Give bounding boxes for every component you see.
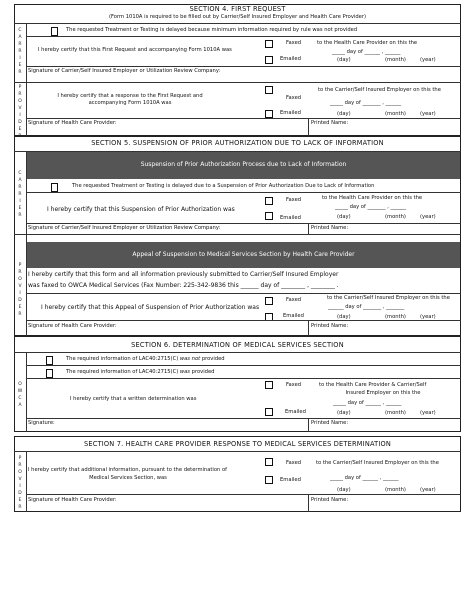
year-label: (year) — [420, 214, 436, 220]
side-label-provider: P R O V I D E R — [18, 263, 22, 317]
certify-provider-line-2: accompanying Form 1010A was — [88, 100, 172, 106]
emailed-checkbox[interactable] — [265, 476, 273, 484]
year-label: (year) — [420, 57, 436, 63]
divider — [26, 66, 461, 67]
was-provided-checkbox[interactable] — [46, 369, 53, 378]
divider — [26, 293, 461, 294]
month-label: (month) — [385, 57, 406, 63]
section-6-title: SECTION 6. DETERMINATION OF MEDICAL SERVICES SECTION — [131, 341, 344, 349]
to-hcp-text: to the Health Care Provider on this the — [322, 195, 423, 201]
appeal-banner-text: Appeal of Suspension to Medical Services Section by Health Care Provider — [132, 251, 355, 258]
month-label: (month) — [385, 111, 406, 117]
day-label: (day) — [337, 314, 351, 320]
side-label-carrier: C A R R I E R — [18, 28, 22, 75]
emailed-label: Emailed — [280, 477, 301, 483]
signature-provider: Signature of Health Care Provider: — [28, 323, 117, 329]
side-label-provider: P R O V I D E R — [18, 456, 22, 510]
divider — [26, 378, 461, 379]
certify-response-line-1: I hereby certify that additional information, pursuant to the determination of — [28, 467, 227, 473]
divider — [26, 320, 461, 321]
date-line: ______ day of _______ , _______ — [328, 304, 405, 310]
to-carrier-text: to the Carrier/Self Insured Employer on this the — [318, 87, 441, 93]
suspension-banner-text: Suspension of Prior Authorization Process due to Lack of Information — [140, 161, 347, 168]
divider — [308, 118, 309, 136]
divider — [308, 320, 309, 336]
printed-name-label: Printed Name: — [311, 420, 349, 426]
divider — [26, 418, 461, 419]
year-label: (year) — [420, 487, 436, 493]
date-line: _____ day of ______ , ______ — [332, 49, 401, 55]
certify-determination-text: I hereby certify that a written determination was — [70, 396, 197, 402]
faxed-checkbox[interactable] — [265, 40, 273, 48]
emailed-label: Emailed — [285, 409, 306, 415]
divider — [26, 118, 461, 119]
year-label: (year) — [420, 410, 436, 416]
printed-name-label: Printed Name: — [311, 225, 349, 231]
to-carrier-text: to the Carrier/Self Insured Employer on this the — [316, 460, 439, 466]
day-label: (day) — [337, 57, 351, 63]
divider — [26, 365, 461, 366]
day-label: (day) — [337, 111, 351, 117]
not-provided-checkbox[interactable] — [46, 356, 53, 365]
section-7-title: SECTION 7. HEALTH CARE PROVIDER RESPONSE TO MEDICAL SERVICES DETERMINATION — [83, 440, 392, 448]
delayed-checkbox[interactable] — [51, 27, 58, 36]
faxed-checkbox[interactable] — [265, 197, 273, 205]
date-line: _____ day of _______ , ______ — [330, 100, 402, 106]
certify-provider-line-1: I hereby certify that a response to the First Request and — [57, 93, 203, 99]
emailed-checkbox[interactable] — [265, 56, 273, 64]
day-label: (day) — [337, 410, 351, 416]
signature-provider: Signature of Health Care Provider: — [28, 120, 117, 126]
signature-carrier: Signature of Carrier/Self Insured Employer or Utilization Review Company: — [28, 68, 221, 74]
divider — [26, 451, 27, 512]
divider — [14, 451, 461, 452]
suspension-banner — [27, 152, 460, 179]
was-provided-text: The required information of LAC40:2715(C) was provided — [66, 369, 215, 375]
year-label: (year) — [420, 111, 436, 117]
printed-name-label: Printed Name: — [311, 497, 349, 503]
date-line: _____ day of ______ , ______ — [330, 475, 399, 481]
divider — [308, 223, 309, 234]
divider — [308, 494, 309, 512]
divider — [14, 82, 461, 83]
to-both-line-2: Insured Employer on this the — [345, 390, 421, 396]
divider — [26, 23, 27, 136]
faxed-checkbox[interactable] — [265, 458, 273, 466]
side-label-owca: O W C A — [17, 382, 23, 408]
year-label: (year) — [420, 314, 436, 320]
divider — [14, 352, 461, 353]
divider — [26, 223, 461, 224]
certify-carrier-text: I hereby certify that this First Request and accompanying Form 1010A was — [38, 47, 232, 53]
month-label: (month) — [385, 314, 406, 320]
divider — [14, 234, 461, 235]
date-line: _____ day of ______ , ______ — [333, 400, 402, 406]
side-label-carrier: C A R R I E R — [18, 171, 22, 218]
section-5-title: SECTION 5. SUSPENSION OF PRIOR AUTHORIZATION DUE TO LACK OF INFORMATION — [91, 139, 384, 147]
section-4-title: SECTION 4. FIRST REQUEST — [189, 5, 286, 13]
month-label: (month) — [385, 487, 406, 493]
signature-carrier: Signature of Carrier/Self Insured Employer or Utilization Review Company: — [28, 225, 221, 231]
certify-response-line-2: Medical Services Section, was — [89, 475, 167, 481]
faxed-label: Faxed — [286, 197, 302, 203]
divider — [26, 36, 461, 37]
delayed-text: The requested Treatment or Testing is delayed because minimum information required by rule was not provided — [66, 27, 358, 33]
faxed-label: Faxed — [286, 297, 302, 303]
faxed-checkbox[interactable] — [265, 381, 273, 389]
not-provided-text: The required information of LAC40:2715(C) was not provided — [66, 356, 225, 362]
delayed-checkbox[interactable] — [51, 183, 58, 192]
divider — [26, 192, 461, 193]
emailed-checkbox[interactable] — [265, 110, 273, 118]
divider — [308, 418, 309, 432]
to-carrier-text: to the Carrier/Self Insured Employer on this the — [327, 295, 450, 301]
month-label: (month) — [385, 410, 406, 416]
to-hcp-text: to the Health Care Provider on this the — [317, 40, 418, 46]
certify-suspension-text: I hereby certify that this Suspension of Prior Authorization was — [47, 206, 235, 213]
month-label: (month) — [385, 214, 406, 220]
certify-appeal-text: I hereby certify that this Appeal of Suspension of Prior Authorization was — [41, 304, 260, 311]
printed-name-label: Printed Name: — [311, 323, 349, 329]
emailed-label: Emailed — [280, 110, 301, 116]
emailed-checkbox[interactable] — [265, 408, 273, 416]
faxed-label: Faxed — [286, 95, 302, 101]
divider — [14, 23, 461, 24]
day-label: (day) — [337, 214, 351, 220]
faxed-label: Faxed — [286, 40, 302, 46]
owca-fax-line-2: was faxed to OWCA Medical Services (Fax Number: 225-342-9836 this ______ day of ________ , ________ . — [28, 282, 339, 289]
date-line: _____ day of _______ , ______ — [335, 204, 407, 210]
day-label: (day) — [337, 487, 351, 493]
appeal-banner — [27, 242, 460, 268]
emailed-label: Emailed — [280, 56, 301, 62]
emailed-checkbox[interactable] — [265, 212, 273, 220]
emailed-label: Emailed — [280, 215, 301, 221]
signature-owca: Signature: — [28, 420, 55, 426]
faxed-checkbox[interactable] — [265, 86, 273, 94]
owca-fax-line-1: I hereby certify that this form and all information previously submitted to Carrier/Self Insured Employer — [28, 271, 339, 278]
side-label-provider: P R O V I D E R — [18, 85, 22, 139]
divider — [26, 352, 27, 432]
section-4-subtitle: (Form 1010A is required to be filled out by Carrier/Self Insured Employer and Health Care Provider) — [108, 14, 366, 20]
emailed-label: Emailed — [283, 313, 304, 319]
delayed-text: The requested Treatment or Testing is delayed due to a Suspension of Prior Authorization Due to Lack of Information — [72, 183, 375, 189]
signature-provider: Signature of Health Care Provider: — [28, 497, 117, 503]
faxed-checkbox[interactable] — [265, 297, 273, 305]
to-both-line-1: to the Health Care Provider & Carrier/Self — [319, 382, 427, 388]
faxed-label: Faxed — [286, 382, 302, 388]
printed-name-label: Printed Name: — [311, 120, 349, 126]
divider — [26, 494, 461, 495]
faxed-label: Faxed — [286, 460, 302, 466]
